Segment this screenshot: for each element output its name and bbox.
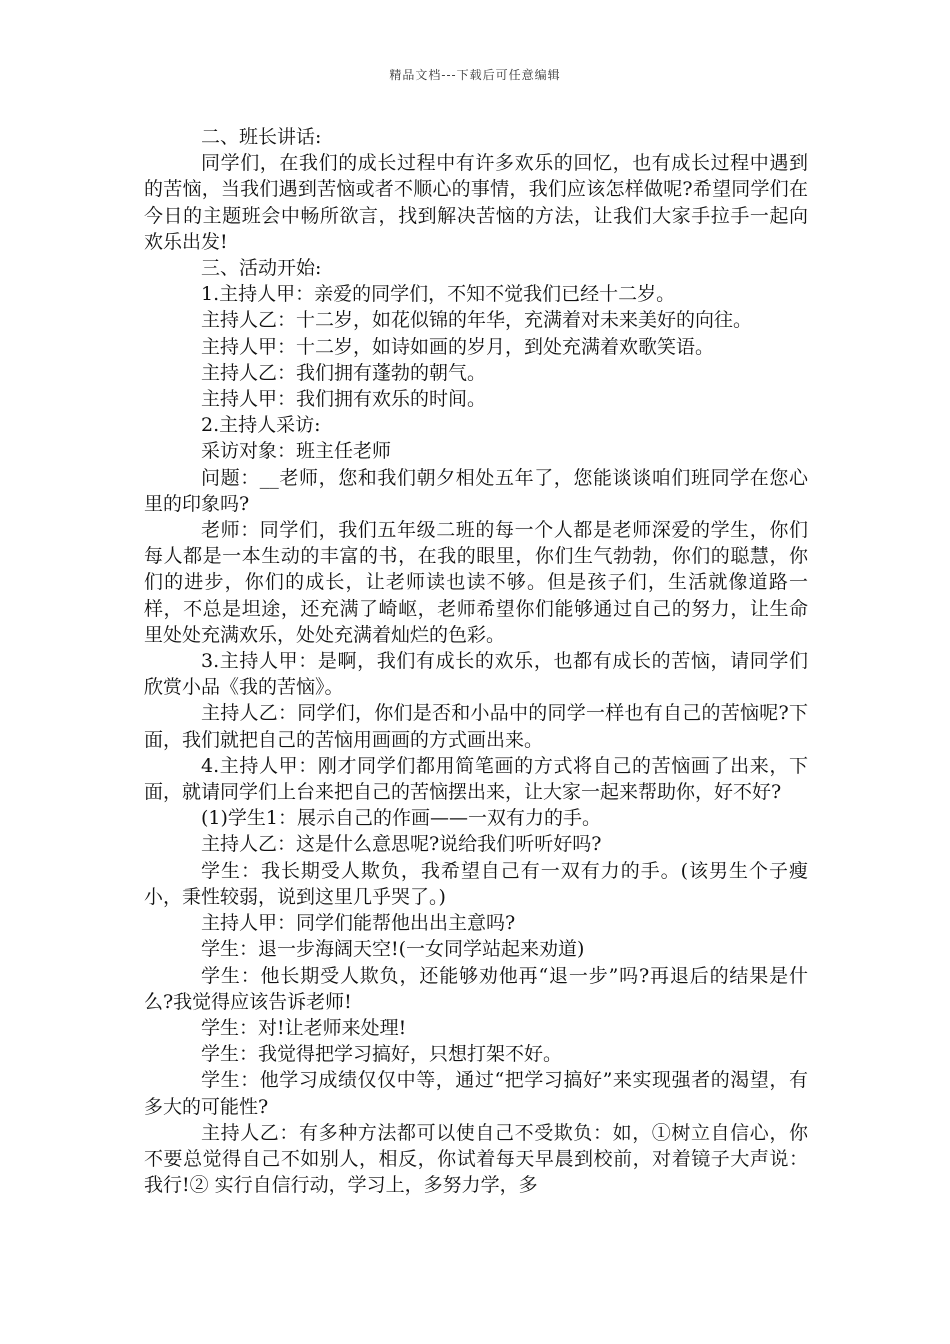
paragraph: 采访对象：班主任老师 (201, 440, 392, 463)
paragraph: 主持人乙：这是什么意思呢?说给我们听听好吗? (201, 833, 602, 856)
paragraph: (1)学生1：展示自己的作画——一双有力的手。 (201, 807, 602, 830)
paragraph: 学生：退一步海阔天空!(一女同学站起来劝道) (201, 938, 585, 961)
paragraph: 主持人乙：我们拥有蓬勃的朝气。 (201, 361, 487, 384)
paragraph: 主持人甲：十二岁，如诗如画的岁月，到处充满着欢歌笑语。 (201, 335, 715, 358)
paragraph: 3.主持人甲：是啊，我们有成长的欢乐，也都有成长的苦恼，请同学们欣赏小品《我的苦恼》。 (144, 650, 808, 699)
paragraph: 主持人乙：同学们，你们是否和小品中的同学一样也有自己的苦恼呢?下面，我们就把自己的苦恼用画画的方式画出来。 (144, 702, 808, 751)
paragraph: 学生：对!让老师来处理! (201, 1016, 407, 1039)
paragraph: 主持人甲：我们拥有欢乐的时间。 (201, 388, 487, 411)
paragraph: 主持人乙：十二岁，如花似锦的年华，充满着对未来美好的向往。 (201, 309, 753, 332)
paragraph: 4.主持人甲：刚才同学们都用简笔画的方式将自己的苦恼画了出来，下面，就请同学们上台来把自己的苦恼摆出来，让大家一起来帮助你，好不好? (144, 754, 808, 804)
paragraph: 学生：我觉得把学习搞好，只想打架不好。 (201, 1043, 563, 1066)
paragraph: 主持人乙：有多种方法都可以使自己不受欺负：如，①树立自信心，你不要总觉得自己不如别人，相反，你试着每天早晨到校前，对着镜子大声说：我行!② 实行自信行动，学习上，多努力学，多 (144, 1121, 808, 1197)
paragraph-section-3-heading: 三、活动开始: (201, 257, 322, 280)
paragraph: 问题：__老师，您和我们朝夕相处五年了，您能谈谈咱们班同学在您心里的印象吗? (144, 466, 808, 515)
paragraph: 主持人甲：同学们能帮他出出主意吗? (201, 912, 516, 935)
paragraph-monitor-speech: 同学们，在我们的成长过程中有许多欢乐的回忆，也有成长过程中遇到的苦恼，当我们遇到苦恼或者不顺心的事情，我们应该怎样做呢?希望同学们在今日的主题班会中畅所欲言，找到解决苦恼的方法，让我们大家手拉手一起向欢乐出发! (144, 152, 808, 253)
paragraph: 学生：他长期受人欺负，还能够劝他再“退一步”吗?再退后的结果是什么?我觉得应该告诉老师! (144, 964, 808, 1013)
paragraph: 老师：同学们，我们五年级二班的每一个人都是老师深爱的学生，你们每人都是一本生动的丰富的书，在我的眼里，你们生气勃勃，你们的聪慧，你们的进步，你们的成长，让老师读也读不够。但是孩子们，生活就像道路一样，不总是坦途，还充满了崎岖，老师希望你们能够通过自己的努力，让生命里处处充满欢乐，处处充满着灿烂的色彩。 (144, 519, 808, 646)
document-body (144, 124, 808, 1198)
paragraph: 1.主持人甲：亲爱的同学们，不知不觉我们已经十二岁。 (201, 283, 676, 306)
page-header: 精品文档---下载后可任意编辑 (389, 68, 561, 82)
paragraph-section-2-heading: 二、班长讲话: (201, 126, 322, 148)
paragraph: 2.主持人采访: (201, 414, 321, 437)
paragraph: 学生：他学习成绩仅仅中等，通过“把学习搞好”来实现强者的渴望，有多大的可能性? (144, 1069, 808, 1118)
paragraph: 学生：我长期受人欺负，我希望自己有一双有力的手。(该男生个子瘦小，秉性较弱，说到这里几乎哭了。) (144, 859, 808, 908)
